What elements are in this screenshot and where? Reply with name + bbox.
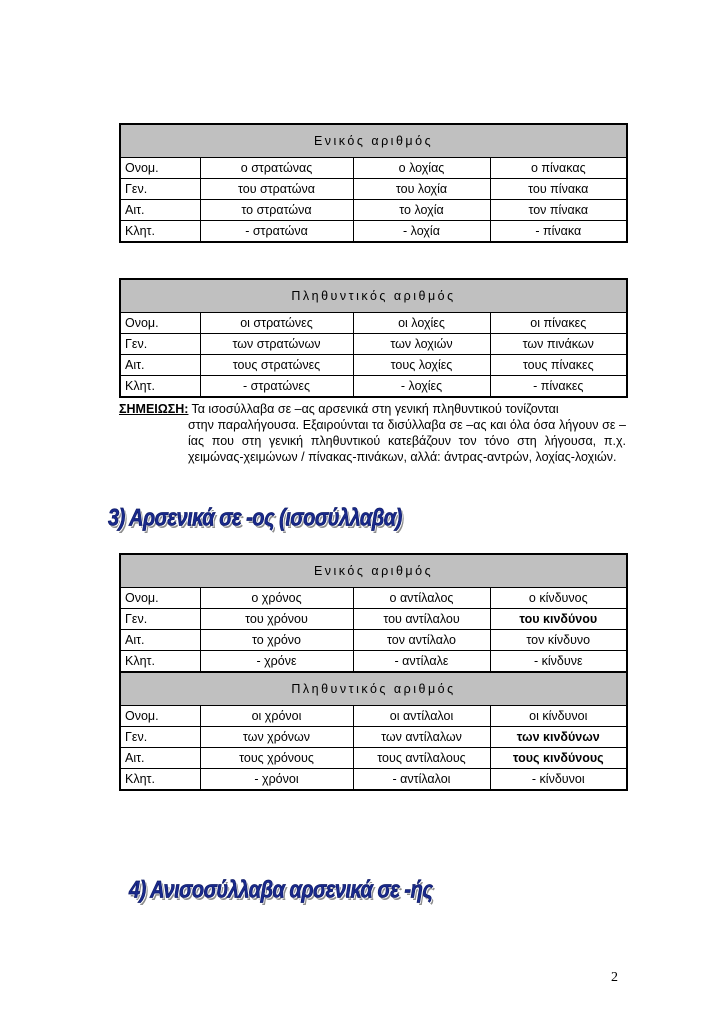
table-cell: - χρόνοι bbox=[200, 769, 353, 791]
note-label: ΣΗΜΕΙΩΣΗ: bbox=[119, 402, 189, 416]
table-cell: των αντίλαλων bbox=[353, 727, 490, 748]
table-cell: ο κίνδυνος bbox=[490, 588, 627, 609]
table-row bbox=[120, 727, 627, 748]
case-label: Αιτ. bbox=[120, 200, 200, 221]
table-row bbox=[120, 588, 627, 609]
table-row bbox=[120, 158, 627, 179]
table-cell: του πίνακα bbox=[490, 179, 627, 200]
table-cell: του κινδύνου bbox=[490, 609, 627, 630]
case-label: Ονομ. bbox=[120, 588, 200, 609]
table-cell: των λοχιών bbox=[353, 334, 490, 355]
os-nouns-table bbox=[119, 553, 628, 791]
table-cell: των χρόνων bbox=[200, 727, 353, 748]
case-label: Γεν. bbox=[120, 334, 200, 355]
case-label: Αιτ. bbox=[120, 748, 200, 769]
table-header: Ενικός αριθμός bbox=[120, 124, 627, 158]
case-label: Αιτ. bbox=[120, 355, 200, 376]
table-row bbox=[120, 651, 627, 673]
table-cell: τους αντίλαλους bbox=[353, 748, 490, 769]
table-cell: οι στρατώνες bbox=[200, 313, 353, 334]
table-cell: - αντίλαλε bbox=[353, 651, 490, 673]
case-label: Κλητ. bbox=[120, 769, 200, 791]
case-label: Γεν. bbox=[120, 609, 200, 630]
section-3-title: 3) Αρσενικά σε -ος (ισοσύλλαβα) bbox=[108, 505, 402, 532]
note-first-line: Τα ισοσύλλαβα σε –ας αρσενικά στη γενική πληθυντικού τονίζονται bbox=[191, 402, 559, 416]
table-cell: τους χρόνους bbox=[200, 748, 353, 769]
table-header-singular: Ενικός αριθμός bbox=[120, 554, 627, 588]
table-row bbox=[120, 630, 627, 651]
case-label: Ονομ. bbox=[120, 313, 200, 334]
plural-table-1 bbox=[119, 278, 628, 398]
table-cell: οι πίνακες bbox=[490, 313, 627, 334]
case-label: Κλητ. bbox=[120, 221, 200, 243]
table-cell: τον κίνδυνο bbox=[490, 630, 627, 651]
case-label: Κλητ. bbox=[120, 376, 200, 398]
table-cell: ο αντίλαλος bbox=[353, 588, 490, 609]
case-label: Ονομ. bbox=[120, 158, 200, 179]
grammar-note bbox=[119, 401, 626, 465]
table-row bbox=[120, 748, 627, 769]
case-label: Γεν. bbox=[120, 727, 200, 748]
table-cell: οι λοχίες bbox=[353, 313, 490, 334]
table-cell: - λοχία bbox=[353, 221, 490, 243]
case-label: Ονομ. bbox=[120, 706, 200, 727]
table-cell: - κίνδυνοι bbox=[490, 769, 627, 791]
table-cell: τους λοχίες bbox=[353, 355, 490, 376]
table-header: Πληθυντικός αριθμός bbox=[120, 279, 627, 313]
table-header-plural: Πληθυντικός αριθμός bbox=[120, 672, 627, 706]
table-cell: - λοχίες bbox=[353, 376, 490, 398]
table-cell: - στρατώνες bbox=[200, 376, 353, 398]
singular-table-1 bbox=[119, 123, 628, 243]
table-row bbox=[120, 221, 627, 243]
table-cell: των στρατώνων bbox=[200, 334, 353, 355]
table-row bbox=[120, 706, 627, 727]
table-row bbox=[120, 179, 627, 200]
table-cell: του λοχία bbox=[353, 179, 490, 200]
table-cell: οι κίνδυνοι bbox=[490, 706, 627, 727]
table-row bbox=[120, 334, 627, 355]
table-cell: τον πίνακα bbox=[490, 200, 627, 221]
table-cell: - πίνακα bbox=[490, 221, 627, 243]
table-cell: τους στρατώνες bbox=[200, 355, 353, 376]
table-row bbox=[120, 769, 627, 791]
table-cell: οι αντίλαλοι bbox=[353, 706, 490, 727]
table-cell: τον αντίλαλο bbox=[353, 630, 490, 651]
table-cell: το στρατώνα bbox=[200, 200, 353, 221]
table-cell: - πίνακες bbox=[490, 376, 627, 398]
table-cell: ο λοχίας bbox=[353, 158, 490, 179]
section-4-title: 4) Ανισοσύλλαβα αρσενικά σε -ής bbox=[129, 877, 433, 904]
table-cell: τους πίνακες bbox=[490, 355, 627, 376]
case-label: Αιτ. bbox=[120, 630, 200, 651]
table-cell: ο στρατώνας bbox=[200, 158, 353, 179]
table-cell: - κίνδυνε bbox=[490, 651, 627, 673]
table-cell: των κινδύνων bbox=[490, 727, 627, 748]
case-label: Γεν. bbox=[120, 179, 200, 200]
table-row bbox=[120, 313, 627, 334]
table-cell: - αντίλαλοι bbox=[353, 769, 490, 791]
table-row bbox=[120, 376, 627, 398]
table-cell: το λοχία bbox=[353, 200, 490, 221]
table-cell: τους κινδύνους bbox=[490, 748, 627, 769]
table-row bbox=[120, 200, 627, 221]
table-cell: οι χρόνοι bbox=[200, 706, 353, 727]
table-cell: - στρατώνα bbox=[200, 221, 353, 243]
table-cell: ο πίνακας bbox=[490, 158, 627, 179]
note-body: στην παραλήγουσα. Εξαιρούνται τα δισύλλαβα σε –ας και όλα όσα λήγουν σε –ίας που στη γενική πληθυντικού κατεβάζουν τον τόνο στη λήγουσα, π.χ. χειμώνας-χειμώνων / πίνακας-πινάκων, αλλά: άντρας-αντρών, λοχίας-λοχιών. bbox=[188, 418, 626, 464]
page-number: 2 bbox=[611, 970, 618, 985]
table-row bbox=[120, 355, 627, 376]
case-label: Κλητ. bbox=[120, 651, 200, 673]
table-cell: το χρόνο bbox=[200, 630, 353, 651]
table-cell: ο χρόνος bbox=[200, 588, 353, 609]
table-row bbox=[120, 609, 627, 630]
table-cell: του στρατώνα bbox=[200, 179, 353, 200]
table-cell: των πινάκων bbox=[490, 334, 627, 355]
table-cell: - χρόνε bbox=[200, 651, 353, 673]
table-cell: του χρόνου bbox=[200, 609, 353, 630]
table-cell: του αντίλαλου bbox=[353, 609, 490, 630]
